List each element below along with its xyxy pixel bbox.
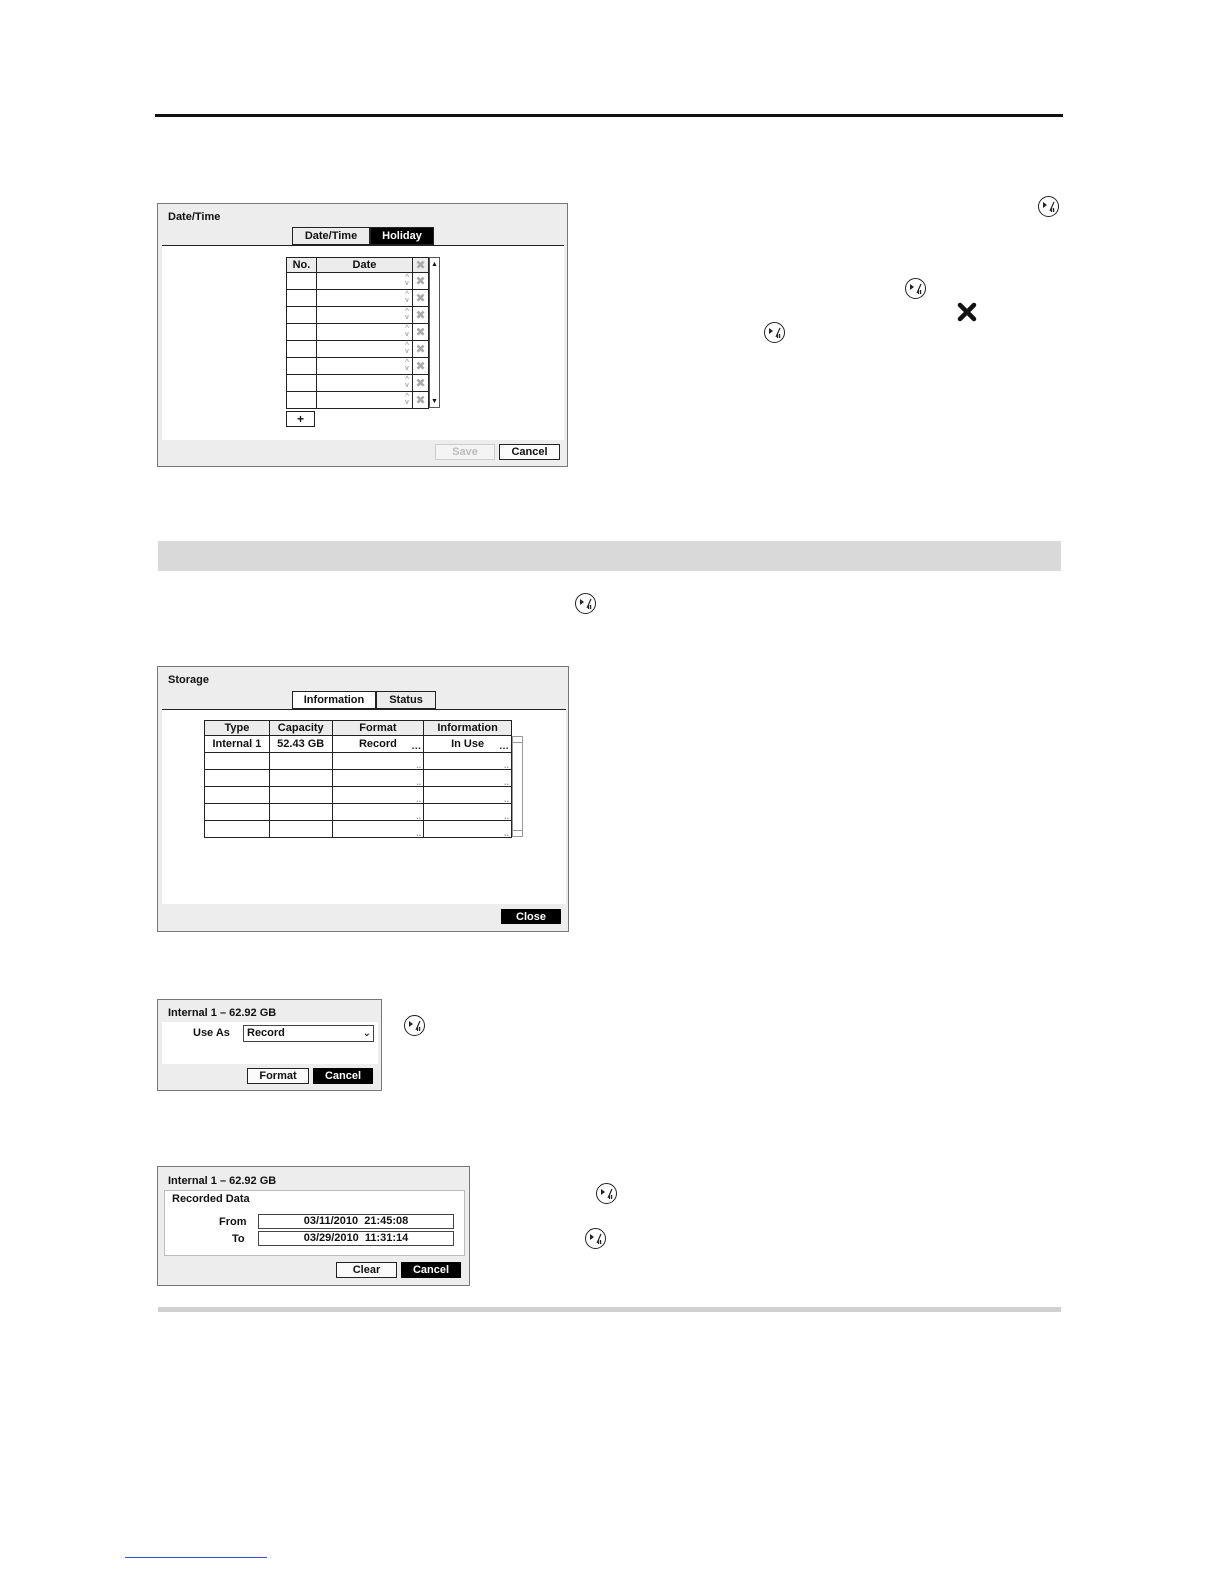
holiday-date-cell[interactable] — [316, 290, 412, 307]
holiday-date-cell[interactable] — [316, 375, 412, 392]
holiday-no-cell — [287, 375, 317, 392]
scroll-down-icon[interactable] — [513, 830, 522, 836]
holiday-date-cell[interactable] — [316, 358, 412, 375]
tab-status[interactable]: Status — [376, 691, 436, 709]
group-label: Recorded Data — [172, 1193, 250, 1205]
holiday-table — [286, 257, 429, 409]
information-cell[interactable] — [424, 804, 512, 821]
spinner-icon[interactable]: ^ v — [404, 308, 410, 321]
spinner-icon[interactable]: ^ v — [404, 393, 410, 406]
cell-text: In Use — [451, 738, 485, 750]
col-header-type: Type — [205, 721, 270, 736]
table-row[interactable] — [287, 324, 429, 341]
play-pause-button-icon — [404, 1015, 425, 1036]
recorded-data-dialog — [157, 1166, 470, 1286]
spinner-icon[interactable]: ^ v — [404, 342, 410, 355]
table-row[interactable] — [287, 341, 429, 358]
holiday-dialog — [157, 203, 568, 467]
table-row[interactable] — [205, 804, 512, 821]
footer-link-underline — [125, 1557, 267, 1558]
type-cell — [205, 821, 270, 838]
table-row[interactable] — [287, 290, 429, 307]
more-icon[interactable]: … — [411, 741, 422, 752]
holiday-date-cell[interactable] — [316, 341, 412, 358]
dialog-title: Internal 1 – 62.92 GB — [168, 1175, 277, 1187]
format-cell[interactable] — [332, 804, 424, 821]
from-label: From — [219, 1216, 247, 1228]
dialog-title: Date/Time — [168, 211, 221, 223]
holiday-no-cell — [287, 358, 317, 375]
scroll-down-icon[interactable]: ▼ — [431, 398, 438, 405]
holiday-no-cell — [287, 307, 317, 324]
capacity-cell — [269, 787, 332, 804]
holiday-no-cell — [287, 392, 317, 409]
use-as-select[interactable] — [243, 1025, 374, 1042]
delete-row-icon[interactable]: ✖ — [413, 273, 429, 290]
storage-table — [204, 720, 512, 838]
capacity-cell — [269, 736, 332, 753]
use-as-label: Use As — [193, 1027, 230, 1039]
spinner-icon[interactable]: ^ v — [404, 274, 410, 287]
delete-row-icon[interactable]: ✖ — [413, 392, 429, 409]
from-field: 03/11/2010 21:45:08 — [258, 1214, 454, 1229]
add-holiday-button[interactable]: + — [286, 411, 315, 427]
information-cell[interactable] — [424, 821, 512, 838]
close-button[interactable]: Close — [501, 909, 561, 924]
cancel-button[interactable]: Cancel — [313, 1068, 373, 1084]
table-row[interactable] — [205, 753, 512, 770]
cell-text: Internal 1 — [212, 738, 262, 750]
dialog-title: Storage — [168, 674, 209, 686]
delete-row-icon[interactable]: ✖ — [413, 375, 429, 392]
type-cell — [205, 770, 270, 787]
capacity-cell — [269, 770, 332, 787]
format-cell[interactable] — [332, 787, 424, 804]
holiday-no-cell — [287, 324, 317, 341]
clear-button[interactable]: Clear — [336, 1262, 397, 1278]
col-header-date: Date — [316, 258, 412, 273]
section-end-rule — [158, 1307, 1061, 1312]
play-pause-button-icon — [585, 1228, 606, 1249]
format-cell[interactable] — [332, 770, 424, 787]
tab-information[interactable]: Information — [292, 691, 376, 709]
play-pause-button-icon — [764, 322, 785, 343]
play-pause-button-icon — [905, 278, 926, 299]
x-delete-icon — [957, 302, 977, 322]
more-icon[interactable]: .. — [416, 777, 422, 787]
more-icon[interactable]: .. — [416, 794, 422, 804]
table-row[interactable] — [205, 736, 512, 753]
col-header-format: Format — [332, 721, 424, 736]
storage-scrollbar[interactable] — [512, 736, 523, 837]
table-row[interactable] — [205, 787, 512, 804]
spinner-icon[interactable]: ^ v — [404, 359, 410, 372]
holiday-date-cell[interactable] — [316, 392, 412, 409]
more-icon[interactable]: .. — [416, 760, 422, 770]
holiday-no-cell — [287, 290, 317, 307]
cell-text: 52.43 GB — [277, 738, 325, 750]
use-as-value: Record — [247, 1027, 285, 1039]
type-cell — [205, 804, 270, 821]
to-field: 03/29/2010 11:31:14 — [258, 1231, 454, 1246]
table-row[interactable] — [287, 307, 429, 324]
more-icon[interactable]: .. — [503, 777, 509, 787]
scroll-up-icon[interactable]: ▲ — [431, 261, 438, 268]
cell-text: Record — [358, 738, 397, 750]
table-row[interactable] — [287, 273, 429, 290]
storage-dialog — [157, 666, 569, 932]
more-icon[interactable]: .. — [503, 760, 509, 770]
delete-all-icon[interactable]: ✖ — [413, 258, 429, 273]
holiday-date-cell[interactable] — [316, 324, 412, 341]
information-cell[interactable] — [424, 736, 512, 753]
table-row[interactable] — [287, 392, 429, 409]
information-cell[interactable] — [424, 753, 512, 770]
cancel-button[interactable]: Cancel — [401, 1262, 461, 1278]
type-cell — [205, 753, 270, 770]
format-cell[interactable] — [332, 753, 424, 770]
more-icon[interactable]: .. — [416, 811, 422, 821]
col-header-no: No. — [287, 258, 317, 273]
table-row[interactable] — [287, 375, 429, 392]
table-row[interactable] — [205, 821, 512, 838]
format-cell[interactable] — [332, 736, 424, 753]
capacity-cell — [269, 804, 332, 821]
tab-holiday[interactable]: Holiday — [370, 227, 434, 245]
holiday-date-cell[interactable] — [316, 273, 412, 290]
more-icon[interactable]: … — [499, 741, 509, 752]
section-heading-bar — [158, 541, 1061, 571]
play-pause-button-icon — [575, 593, 596, 614]
header-rule — [155, 114, 1063, 117]
spinner-icon[interactable]: ^ v — [404, 325, 410, 338]
cancel-button[interactable]: Cancel — [499, 444, 560, 460]
tab-date-time[interactable]: Date/Time — [292, 227, 370, 245]
format-cell[interactable] — [332, 821, 424, 838]
delete-row-icon[interactable]: ✖ — [413, 341, 429, 358]
type-cell — [205, 736, 270, 753]
capacity-cell — [269, 753, 332, 770]
information-cell[interactable] — [424, 787, 512, 804]
play-pause-button-icon — [596, 1183, 617, 1204]
delete-row-icon[interactable]: ✖ — [413, 358, 429, 375]
dialog-title: Internal 1 – 62.92 GB — [168, 1007, 277, 1019]
more-icon[interactable]: .. — [503, 828, 509, 838]
delete-row-icon[interactable]: ✖ — [413, 307, 429, 324]
information-cell[interactable] — [424, 770, 512, 787]
spinner-icon[interactable]: ^ v — [404, 291, 410, 304]
to-label: To — [232, 1233, 245, 1245]
format-button[interactable]: Format — [247, 1068, 309, 1084]
scroll-up-icon[interactable] — [513, 737, 522, 743]
type-cell — [205, 787, 270, 804]
more-icon[interactable]: .. — [416, 828, 422, 838]
play-pause-button-icon — [1038, 196, 1059, 217]
holiday-date-cell[interactable] — [316, 307, 412, 324]
holiday-no-cell — [287, 341, 317, 358]
more-icon[interactable]: .. — [503, 811, 509, 821]
capacity-cell — [269, 821, 332, 838]
table-row[interactable] — [287, 358, 429, 375]
col-header-capacity: Capacity — [269, 721, 332, 736]
more-icon[interactable]: .. — [503, 794, 509, 804]
col-header-information: Information — [424, 721, 512, 736]
dropdown-icon: ⌄ — [362, 1028, 371, 1039]
table-row[interactable] — [205, 770, 512, 787]
holiday-no-cell — [287, 273, 317, 290]
delete-row-icon[interactable]: ✖ — [413, 290, 429, 307]
spinner-icon[interactable]: ^ v — [404, 376, 410, 389]
holiday-scrollbar[interactable] — [429, 257, 440, 408]
format-dialog — [157, 999, 382, 1091]
delete-row-icon[interactable]: ✖ — [413, 324, 429, 341]
save-button[interactable]: Save — [435, 444, 495, 460]
